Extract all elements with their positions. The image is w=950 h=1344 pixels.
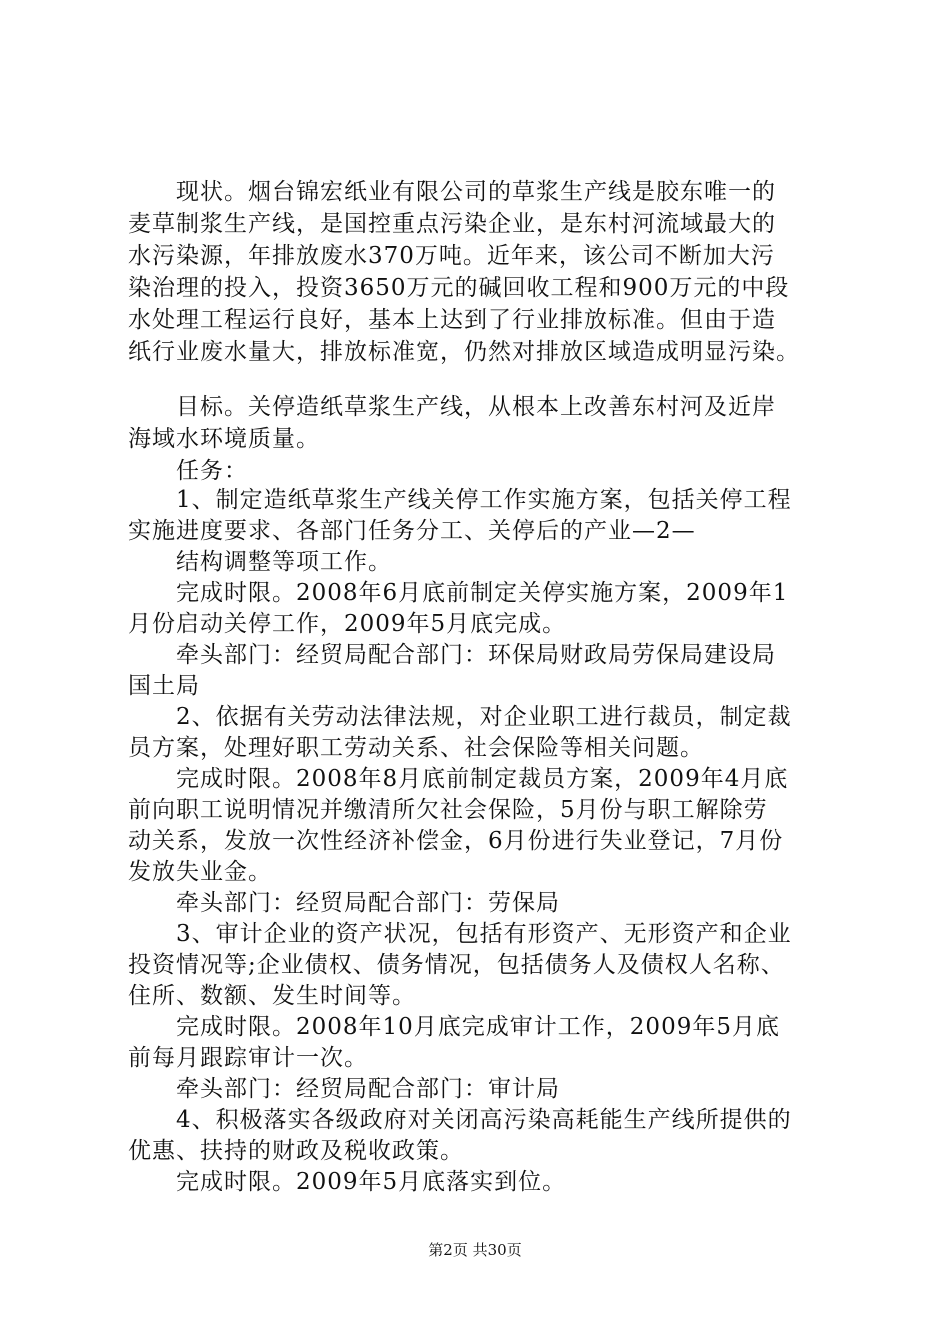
paragraph-line: 完成时限。2008年8月底前制定裁员方案，2009年4月底: [128, 766, 789, 792]
paragraph-line: 牵头部门：经贸局配合部门：劳保局: [128, 890, 560, 916]
paragraph-line: 任务：: [128, 458, 248, 484]
paragraph-line: 牵头部门：经贸局配合部门：环保局财政局劳保局建设局: [128, 642, 776, 668]
paragraph-line: 完成时限。2008年10月底完成审计工作，2009年5月底: [128, 1014, 780, 1040]
paragraph-line: 1、制定造纸草浆生产线关停工作实施方案，包括关停工程: [128, 487, 792, 513]
paragraph-line: 牵头部门：经贸局配合部门：审计局: [128, 1076, 560, 1102]
paragraph-line: 发放失业金。: [128, 859, 272, 885]
paragraph-line: 4、积极落实各级政府对关闭高污染高耗能生产线所提供的: [128, 1107, 792, 1133]
paragraph-line: 投资情况等;企业债权、债务情况，包括债务人及债权人名称、: [128, 952, 785, 978]
paragraph-line: 月份启动关停工作，2009年5月底完成。: [128, 611, 567, 637]
paragraph-line: 优惠、扶持的财政及税收政策。: [128, 1138, 464, 1164]
paragraph-line: 员方案，处理好职工劳动关系、社会保险等相关问题。: [128, 735, 704, 761]
paragraph-line: 水污染源，年排放废水370万吨。近年来，该公司不断加大污: [128, 243, 775, 269]
paragraph-line: 结构调整等项工作。: [128, 549, 392, 575]
paragraph-line: 动关系，发放一次性经济补偿金，6月份进行失业登记，7月份: [128, 828, 784, 854]
paragraph-line: 住所、数额、发生时间等。: [128, 983, 416, 1009]
paragraph-line: 海域水环境质量。: [128, 426, 320, 452]
paragraph-line: 3、审计企业的资产状况，包括有形资产、无形资产和企业: [128, 921, 792, 947]
paragraph-line: 完成时限。2008年6月底前制定关停实施方案，2009年1: [128, 580, 789, 606]
paragraph-line: 目标。关停造纸草浆生产线，从根本上改善东村河及近岸: [128, 394, 776, 420]
paragraph-line: 实施进度要求、各部门任务分工、关停后的产业—2—: [128, 518, 696, 544]
paragraph-line: 水处理工程运行良好，基本上达到了行业排放标准。但由于造: [128, 307, 776, 333]
paragraph-line: 染治理的投入，投资3650万元的碱回收工程和900万元的中段: [128, 275, 790, 301]
paragraph-line: 前向职工说明情况并缴清所欠社会保险，5月份与职工解除劳: [128, 797, 768, 823]
paragraph-line: 纸行业废水量大，排放标准宽，仍然对排放区域造成明显污染。: [128, 339, 800, 365]
paragraph-line: 现状。烟台锦宏纸业有限公司的草浆生产线是胶东唯一的: [128, 179, 776, 205]
paragraph-line: 国土局: [128, 673, 200, 699]
page-number-footer: 第2页 共30页: [428, 1241, 522, 1259]
paragraph-line: 麦草制浆生产线，是国控重点污染企业，是东村河流域最大的: [128, 211, 776, 237]
paragraph-line: 前每月跟踪审计一次。: [128, 1045, 368, 1071]
paragraph-line: 完成时限。2009年5月底落实到位。: [128, 1169, 567, 1195]
paragraph-line: 2、依据有关劳动法律法规，对企业职工进行裁员，制定裁: [128, 704, 792, 730]
